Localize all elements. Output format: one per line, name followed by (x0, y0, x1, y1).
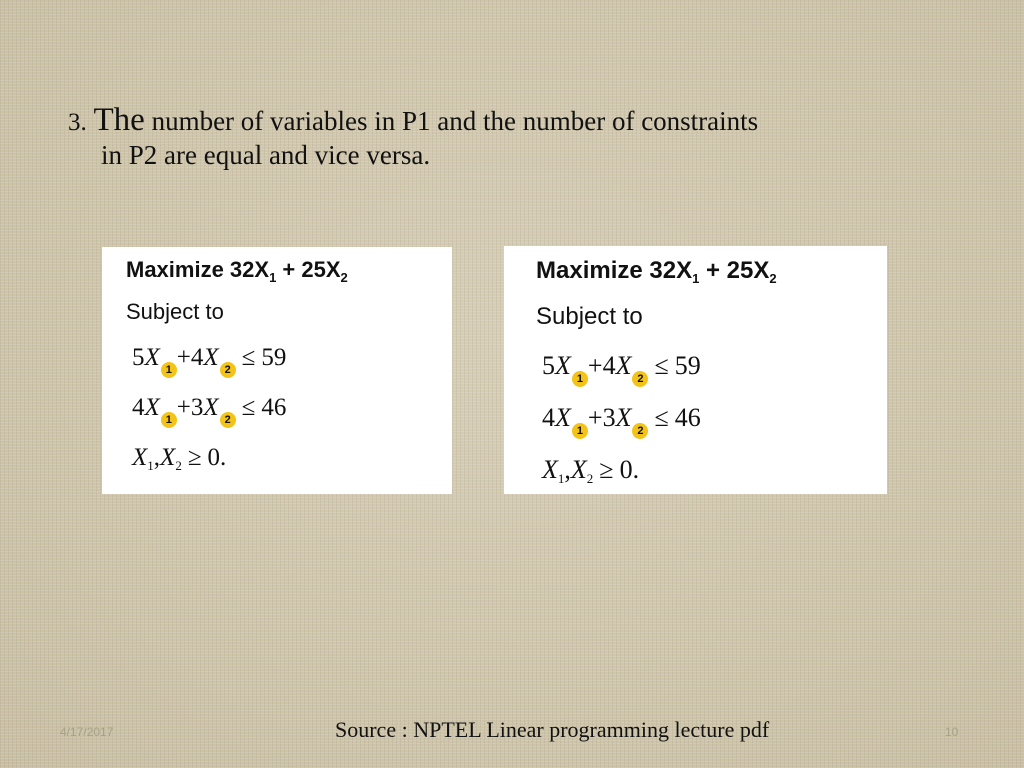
objective-function: Maximize $32X_1 + 25X_2$ (126, 257, 348, 285)
problem-p1-box (102, 247, 452, 494)
highlighted-subscript: 1 (572, 423, 588, 439)
statement-number: 3. (68, 109, 87, 136)
statement-lead-word: The (93, 102, 145, 138)
objective-function: Maximize $32X_1 + 25X_2$ (536, 257, 777, 286)
source-citation: Source : NPTEL Linear programming lecture pdf (335, 717, 770, 742)
footer-date: 4/17/2017 (60, 725, 114, 739)
constraint-1: 5X 1 +4X 2 ≤ 59 (132, 344, 287, 376)
constraint-1: 5X 1 +4X 2 ≤ 59 (542, 351, 701, 385)
statement-line2: in P2 are equal and vice versa. (101, 140, 431, 170)
highlighted-subscript: 1 (161, 412, 177, 428)
highlighted-subscript: 2 (632, 423, 648, 439)
highlighted-subscript: 1 (572, 371, 588, 387)
highlighted-subscript: 1 (161, 362, 177, 378)
highlighted-subscript: 2 (632, 371, 648, 387)
statement-text (68, 104, 758, 171)
highlighted-subscript: 2 (220, 362, 236, 378)
page-number: 10 (945, 725, 959, 739)
constraint-2: 4X 1 +3X 2 ≤ 46 (542, 403, 701, 437)
subject-to-label: Subject to (536, 303, 643, 330)
statement-line1: number of variables in P1 and the number of constraints (151, 106, 759, 136)
highlighted-subscript: 2 (220, 412, 236, 428)
nonnegativity-constraint: $X_1,X_2 \ge 0$. (132, 444, 227, 473)
subject-to-label: Subject to (126, 299, 224, 324)
problem-p2-box (504, 246, 887, 494)
nonnegativity-constraint: $X_1,X_2 \ge 0$. (542, 455, 640, 486)
constraint-2: 4X 1 +3X 2 ≤ 46 (132, 394, 287, 426)
